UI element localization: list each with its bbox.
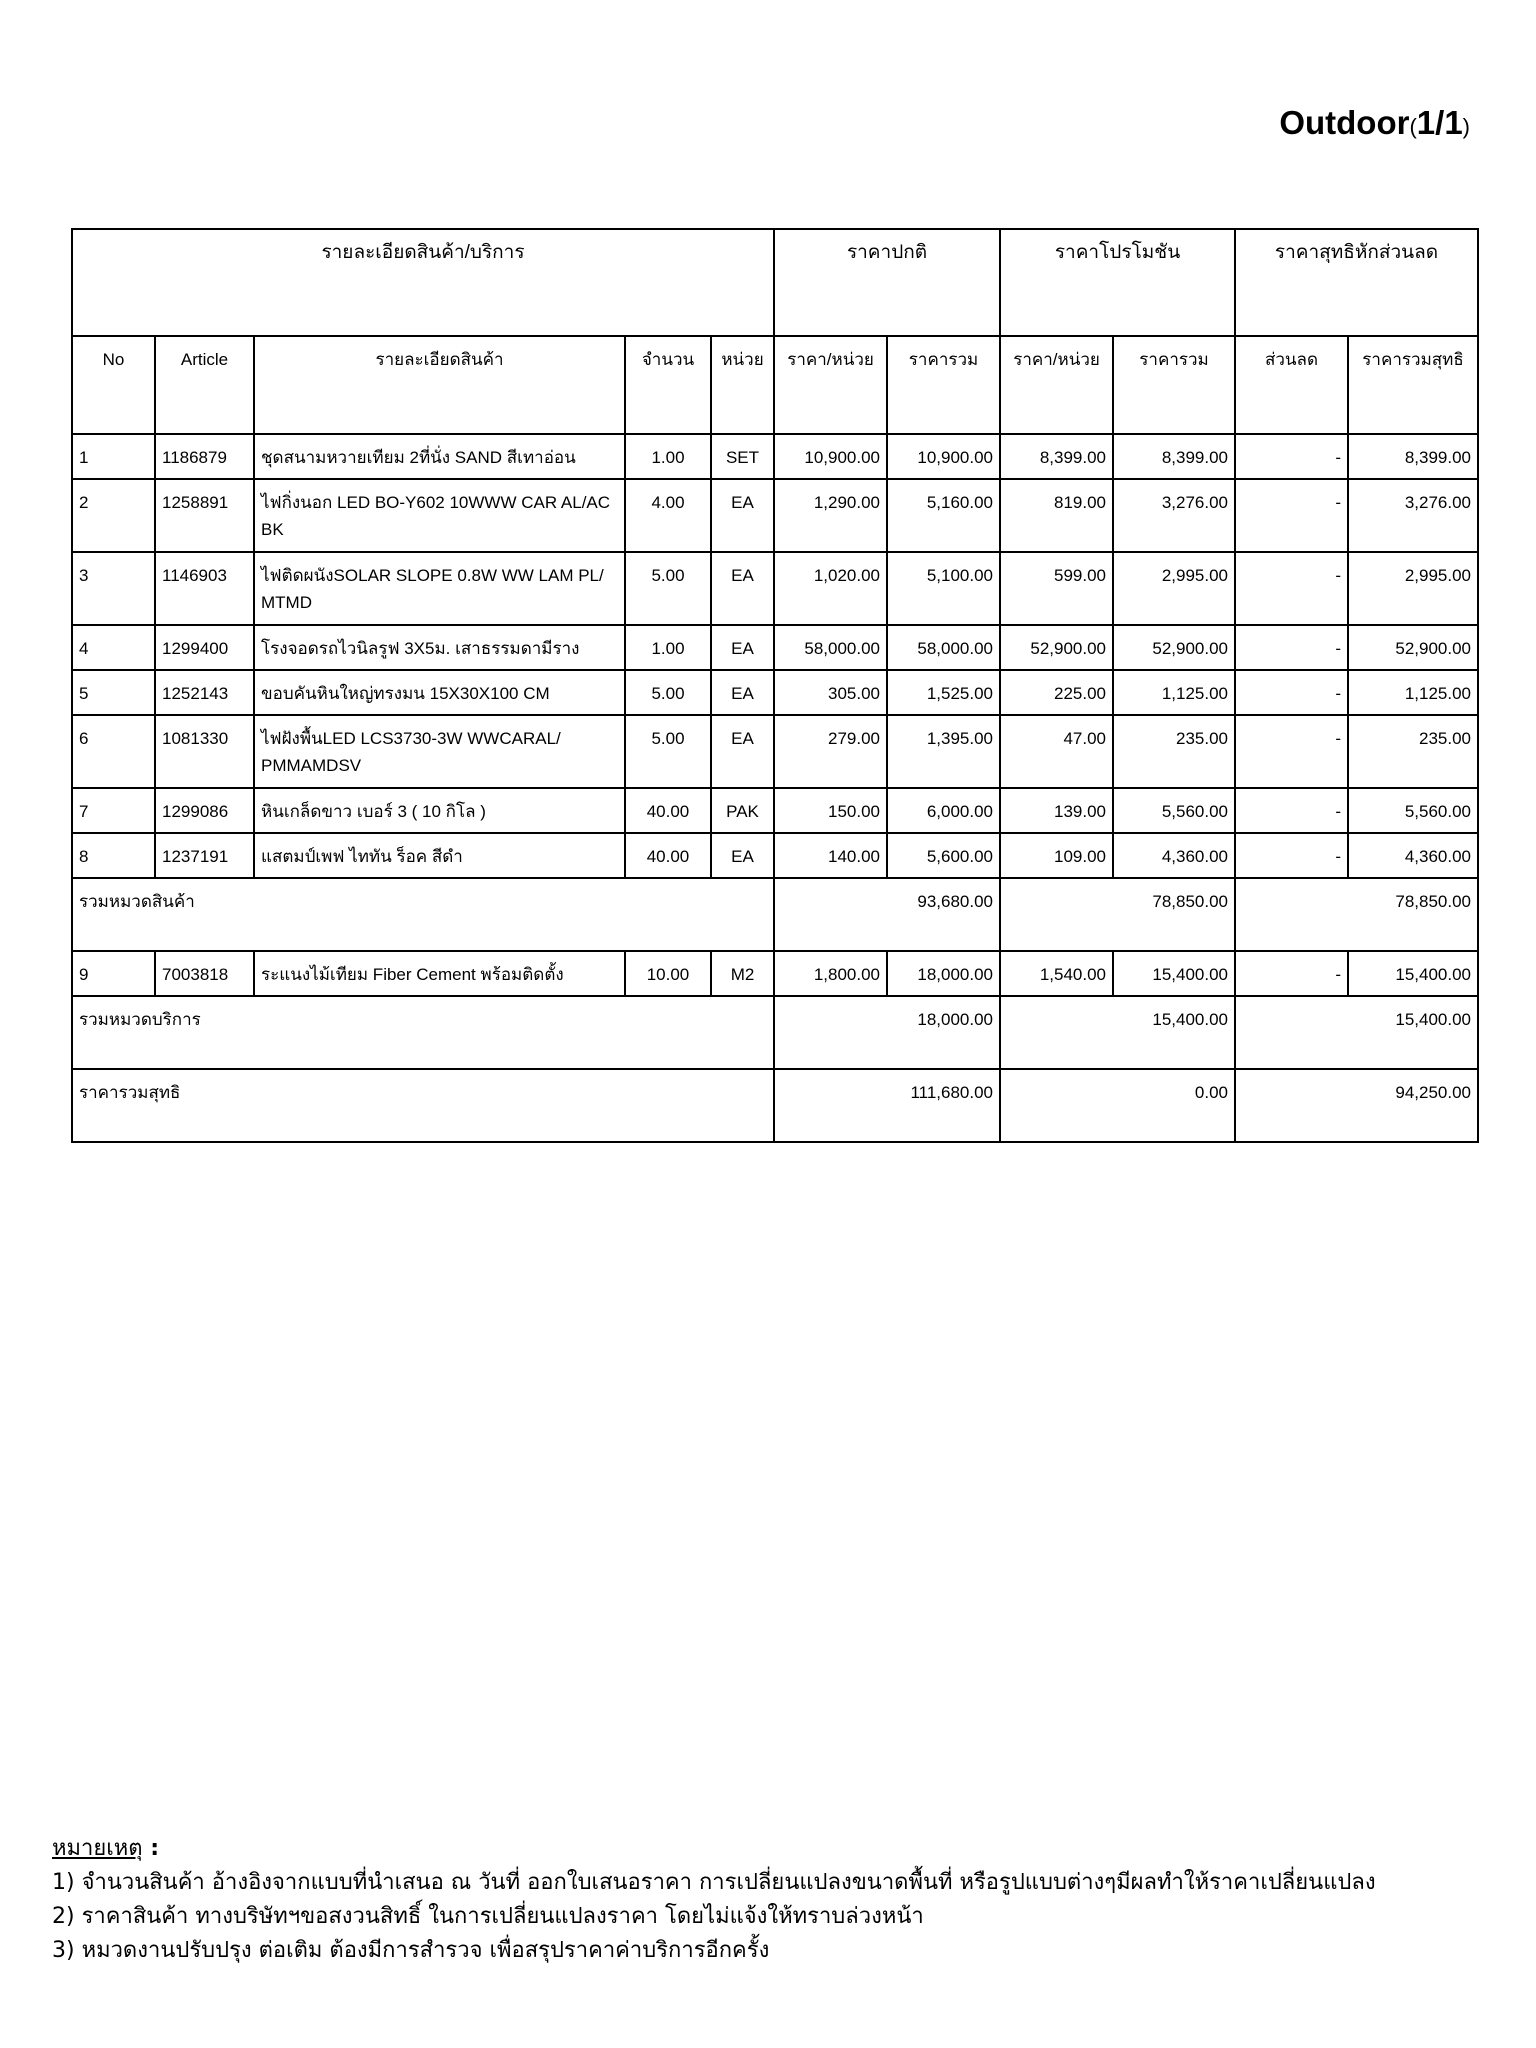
service-subtotal-normal-total: 18,000.00: [774, 996, 1000, 1069]
cell-promo-total: 52,900.00: [1113, 625, 1235, 670]
cell-net-total: 52,900.00: [1348, 625, 1478, 670]
table-row: [72, 670, 1478, 715]
cell-normal-total: 5,600.00: [887, 833, 1000, 878]
product-subtotal-net-total: 78,850.00: [1235, 878, 1478, 951]
cell-no: 4: [72, 625, 155, 670]
cell-discount: -: [1235, 670, 1348, 715]
cell-discount: -: [1235, 479, 1348, 552]
cell-normal-unit: 10,900.00: [774, 434, 887, 479]
cell-no: 1: [72, 434, 155, 479]
notes-colon: :: [142, 1836, 160, 1861]
cell-no: 8: [72, 833, 155, 878]
col-unit: หน่วย: [711, 336, 774, 434]
table-row: [72, 552, 1478, 625]
grand-total-net-total: 94,250.00: [1235, 1069, 1478, 1142]
service-subtotal-promo-total: 15,400.00: [1000, 996, 1235, 1069]
column-header-row: [72, 336, 1478, 434]
group-header-net: ราคาสุทธิหักส่วนลด: [1235, 229, 1478, 336]
col-promo-unit: ราคา/หน่วย: [1000, 336, 1113, 434]
document-title: [1279, 104, 1470, 142]
cell-unit: EA: [711, 833, 774, 878]
cell-discount: -: [1235, 951, 1348, 996]
cell-unit: EA: [711, 479, 774, 552]
title-open-paren: (: [1409, 114, 1417, 139]
cell-net-total: 235.00: [1348, 715, 1478, 788]
cell-desc: ไฟกิ่งนอก LED BO-Y602 10WWW CAR AL/AC BK: [254, 479, 625, 552]
cell-article: 1299086: [155, 788, 254, 833]
cell-article: 1081330: [155, 715, 254, 788]
cell-normal-unit: 1,800.00: [774, 951, 887, 996]
cell-article: 1146903: [155, 552, 254, 625]
cell-net-total: 5,560.00: [1348, 788, 1478, 833]
cell-article: 1258891: [155, 479, 254, 552]
cell-promo-unit: 109.00: [1000, 833, 1113, 878]
cell-normal-unit: 1,290.00: [774, 479, 887, 552]
cell-promo-unit: 819.00: [1000, 479, 1113, 552]
cell-desc: แสตมป์เพฟ ไททัน ร็อค สีดำ: [254, 833, 625, 878]
cell-desc: ชุดสนามหวายเทียม 2ที่นั่ง SAND สีเทาอ่อน: [254, 434, 625, 479]
cell-promo-unit: 1,540.00: [1000, 951, 1113, 996]
cell-normal-total: 18,000.00: [887, 951, 1000, 996]
table-row: [72, 625, 1478, 670]
table-row: [72, 833, 1478, 878]
cell-promo-total: 2,995.00: [1113, 552, 1235, 625]
cell-unit: EA: [711, 625, 774, 670]
grand-total-promo-total: 0.00: [1000, 1069, 1235, 1142]
table-row: [72, 951, 1478, 996]
cell-promo-unit: 52,900.00: [1000, 625, 1113, 670]
product-subtotal-promo-total: 78,850.00: [1000, 878, 1235, 951]
cell-normal-unit: 279.00: [774, 715, 887, 788]
table-row: [72, 434, 1478, 479]
cell-normal-unit: 150.00: [774, 788, 887, 833]
service-subtotal-net-total: 15,400.00: [1235, 996, 1478, 1069]
cell-unit: EA: [711, 670, 774, 715]
cell-normal-unit: 1,020.00: [774, 552, 887, 625]
cell-no: 2: [72, 479, 155, 552]
cell-net-total: 1,125.00: [1348, 670, 1478, 715]
cell-qty: 1.00: [625, 625, 711, 670]
cell-normal-total: 10,900.00: [887, 434, 1000, 479]
cell-promo-total: 15,400.00: [1113, 951, 1235, 996]
grand-total-row: [72, 1069, 1478, 1142]
title-main: Outdoor: [1279, 104, 1410, 141]
cell-desc: โรงจอดรถไวนิลรูฟ 3X5ม. เสาธรรมดามีราง: [254, 625, 625, 670]
cell-net-total: 15,400.00: [1348, 951, 1478, 996]
col-qty: จำนวน: [625, 336, 711, 434]
cell-article: 1252143: [155, 670, 254, 715]
cell-discount: -: [1235, 715, 1348, 788]
col-normal-total: ราคารวม: [887, 336, 1000, 434]
cell-promo-unit: 225.00: [1000, 670, 1113, 715]
cell-net-total: 2,995.00: [1348, 552, 1478, 625]
cell-promo-total: 235.00: [1113, 715, 1235, 788]
col-promo-total: ราคารวม: [1113, 336, 1235, 434]
col-no: No: [72, 336, 155, 434]
table-row: [72, 479, 1478, 552]
cell-desc: ไฟฝังพื้นLED LCS3730-3W WWCARAL/ PMMAMDSV: [254, 715, 625, 788]
group-header-details: รายละเอียดสินค้า/บริการ: [72, 229, 774, 336]
cell-qty: 5.00: [625, 715, 711, 788]
cell-no: 9: [72, 951, 155, 996]
cell-normal-total: 5,160.00: [887, 479, 1000, 552]
cell-promo-total: 8,399.00: [1113, 434, 1235, 479]
cell-promo-unit: 599.00: [1000, 552, 1113, 625]
cell-promo-total: 4,360.00: [1113, 833, 1235, 878]
note-item: 1) จำนวนสินค้า อ้างอิงจากแบบที่นำเสนอ ณ วันที่ ออกใบเสนอราคา การเปลี่ยนแปลงขนาดพื้นที่ หรือรูปแบบต่างๆมีผลทำให้ราคาเปลี่ยนแปลง: [52, 1870, 1376, 1895]
cell-qty: 40.00: [625, 833, 711, 878]
cell-qty: 1.00: [625, 434, 711, 479]
note-item: 2) ราคาสินค้า ทางบริษัทฯขอสงวนสิทธิ์ ในการเปลี่ยนแปลงราคา โดยไม่แจ้งให้ทราบล่วงหน้า: [52, 1904, 924, 1929]
quotation-table: [71, 228, 1479, 1143]
cell-discount: -: [1235, 434, 1348, 479]
table-row: [72, 715, 1478, 788]
cell-promo-total: 5,560.00: [1113, 788, 1235, 833]
col-normal-unit: ราคา/หน่วย: [774, 336, 887, 434]
cell-no: 7: [72, 788, 155, 833]
service-subtotal-label: รวมหมวดบริการ: [72, 996, 774, 1069]
group-header-promo: ราคาโปรโมชัน: [1000, 229, 1235, 336]
cell-net-total: 3,276.00: [1348, 479, 1478, 552]
cell-qty: 40.00: [625, 788, 711, 833]
cell-article: 1186879: [155, 434, 254, 479]
group-header-normal: ราคาปกติ: [774, 229, 1000, 336]
group-header-row: [72, 229, 1478, 336]
cell-promo-total: 1,125.00: [1113, 670, 1235, 715]
col-desc: รายละเอียดสินค้า: [254, 336, 625, 434]
cell-discount: -: [1235, 788, 1348, 833]
cell-promo-unit: 139.00: [1000, 788, 1113, 833]
cell-unit: SET: [711, 434, 774, 479]
cell-discount: -: [1235, 552, 1348, 625]
cell-unit: M2: [711, 951, 774, 996]
cell-normal-unit: 305.00: [774, 670, 887, 715]
cell-normal-unit: 140.00: [774, 833, 887, 878]
cell-promo-unit: 8,399.00: [1000, 434, 1113, 479]
col-discount: ส่วนลด: [1235, 336, 1348, 434]
cell-article: 1299400: [155, 625, 254, 670]
cell-net-total: 8,399.00: [1348, 434, 1478, 479]
grand-total-label: ราคารวมสุทธิ: [72, 1069, 774, 1142]
grand-total-normal-total: 111,680.00: [774, 1069, 1000, 1142]
col-article: Article: [155, 336, 254, 434]
notes: [52, 1832, 1376, 1968]
cell-promo-unit: 47.00: [1000, 715, 1113, 788]
cell-desc: ระแนงไม้เทียม Fiber Cement พร้อมติดตั้ง: [254, 951, 625, 996]
cell-qty: 5.00: [625, 552, 711, 625]
notes-heading: หมายเหตุ: [52, 1836, 143, 1861]
cell-normal-total: 5,100.00: [887, 552, 1000, 625]
cell-net-total: 4,360.00: [1348, 833, 1478, 878]
cell-unit: EA: [711, 552, 774, 625]
cell-unit: PAK: [711, 788, 774, 833]
notes-heading-line: [52, 1832, 1376, 1866]
table-row: [72, 788, 1478, 833]
cell-qty: 4.00: [625, 479, 711, 552]
cell-normal-total: 1,395.00: [887, 715, 1000, 788]
cell-desc: ขอบคันหินใหญ่ทรงมน 15X30X100 CM: [254, 670, 625, 715]
cell-discount: -: [1235, 833, 1348, 878]
cell-normal-total: 1,525.00: [887, 670, 1000, 715]
product-subtotal-row: [72, 878, 1478, 951]
cell-article: 7003818: [155, 951, 254, 996]
cell-promo-total: 3,276.00: [1113, 479, 1235, 552]
cell-article: 1237191: [155, 833, 254, 878]
cell-no: 5: [72, 670, 155, 715]
cell-discount: -: [1235, 625, 1348, 670]
product-subtotal-normal-total: 93,680.00: [774, 878, 1000, 951]
title-page: 1/1: [1416, 104, 1463, 141]
service-subtotal-row: [72, 996, 1478, 1069]
cell-qty: 10.00: [625, 951, 711, 996]
cell-unit: EA: [711, 715, 774, 788]
cell-normal-unit: 58,000.00: [774, 625, 887, 670]
cell-normal-total: 58,000.00: [887, 625, 1000, 670]
cell-desc: หินเกล็ดขาว เบอร์ 3 ( 10 กิโล ): [254, 788, 625, 833]
col-net-total: ราคารวมสุทธิ: [1348, 336, 1478, 434]
cell-desc: ไฟติดผนังSOLAR SLOPE 0.8W WW LAM PL/ MTMD: [254, 552, 625, 625]
note-item: 3) หมวดงานปรับปรุง ต่อเติม ต้องมีการสำรวจ เพื่อสรุปราคาค่าบริการอีกครั้ง: [52, 1938, 770, 1963]
cell-no: 6: [72, 715, 155, 788]
cell-qty: 5.00: [625, 670, 711, 715]
product-subtotal-label: รวมหมวดสินค้า: [72, 878, 774, 951]
title-close-paren: ): [1462, 114, 1470, 139]
cell-normal-total: 6,000.00: [887, 788, 1000, 833]
cell-no: 3: [72, 552, 155, 625]
